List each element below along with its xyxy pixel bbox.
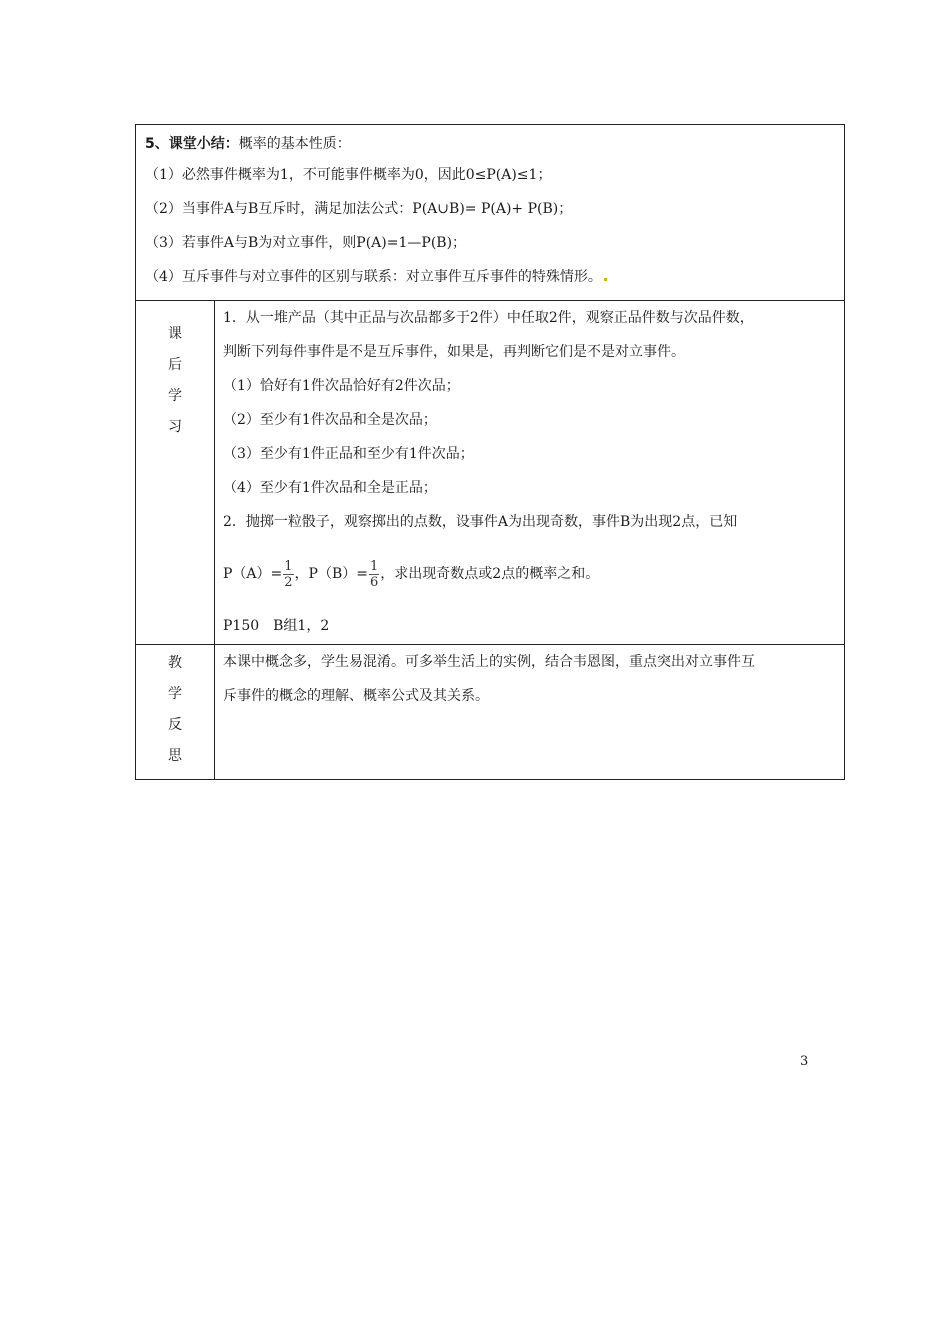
fraction-pa xyxy=(283,559,293,590)
label-char: 学 xyxy=(168,388,182,404)
page-number: 3 xyxy=(800,1054,809,1069)
summary-subtitle: 概率的基本性质： xyxy=(238,136,351,152)
textbook-reference: P150 B组1，2 xyxy=(223,618,330,634)
homework-label xyxy=(136,301,215,644)
sub-item: （2）至少有1件次品和全是次品； xyxy=(223,412,437,428)
summary-item-with-mark xyxy=(145,260,835,294)
label-char: 反 xyxy=(168,717,182,733)
fraction-denominator: 6 xyxy=(370,574,379,590)
summary-heading xyxy=(145,130,835,158)
pa-prefix: P（A）= xyxy=(223,566,283,582)
fraction-numerator: 1 xyxy=(284,558,293,574)
question-2-probabilities xyxy=(223,539,836,609)
homework-row xyxy=(136,300,844,644)
reflection-label xyxy=(136,645,215,779)
question-1-line-1: 1．从一堆产品（其中正品与次品都多于2件）中任取2件，观察正品件数与次品件数， xyxy=(223,310,754,326)
sub-item: （3）至少有1件正品和至少有1件次品； xyxy=(223,446,474,462)
summary-title: 5、课堂小结： xyxy=(145,136,239,152)
pb-prefix: ，P（B）= xyxy=(294,566,368,582)
summary-item: （2）当事件A与B互斥时，满足加法公式：P(A∪B)= P(A)+ P(B)； xyxy=(145,201,573,217)
highlight-mark xyxy=(604,278,607,281)
sub-item: （1）恰好有1件次品恰好有2件次品； xyxy=(223,378,460,394)
summary-item: （1）必然事件概率为1，不可能事件概率为0，因此0≤P(A)≤1； xyxy=(145,167,552,183)
summary-item: （4）互斥事件与对立事件的区别与联系：对立事件互斥事件的特殊情形。 xyxy=(145,269,602,285)
question-2-line-1: 2．抛掷一粒骰子，观察掷出的点数，设事件A为出现奇数，事件B为出现2点，已知 xyxy=(223,514,738,530)
label-char: 后 xyxy=(168,357,182,373)
sub-item: （4）至少有1件次品和全是正品； xyxy=(223,480,437,496)
label-char: 思 xyxy=(168,748,182,764)
summary-row xyxy=(136,125,844,300)
fraction-numerator: 1 xyxy=(370,558,379,574)
reflection-content xyxy=(215,645,844,779)
fraction-denominator: 2 xyxy=(284,574,293,590)
label-char: 教 xyxy=(168,655,182,671)
label-char: 课 xyxy=(168,326,182,342)
summary-item: （3）若事件A与B为对立事件，则P(A)=1—P(B)； xyxy=(145,235,467,251)
reflection-row xyxy=(136,644,844,779)
fraction-pb xyxy=(369,559,379,590)
summary-cell xyxy=(136,125,844,300)
label-char: 习 xyxy=(168,419,182,435)
reflection-line-1: 本课中概念多，学生易混淆。可多举生活上的实例，结合韦恩图，重点突出对立事件互 xyxy=(223,654,755,670)
reflection-line-2: 斥事件的概念的理解、概率公式及其关系。 xyxy=(223,688,489,704)
lesson-table xyxy=(135,124,845,780)
question-2-suffix: ，求出现奇数点或2点的概率之和。 xyxy=(380,566,600,582)
homework-content xyxy=(215,301,844,644)
question-1-line-2: 判断下列每件事件是不是互斥事件，如果是，再判断它们是不是对立事件。 xyxy=(223,344,685,360)
label-char: 学 xyxy=(168,686,182,702)
